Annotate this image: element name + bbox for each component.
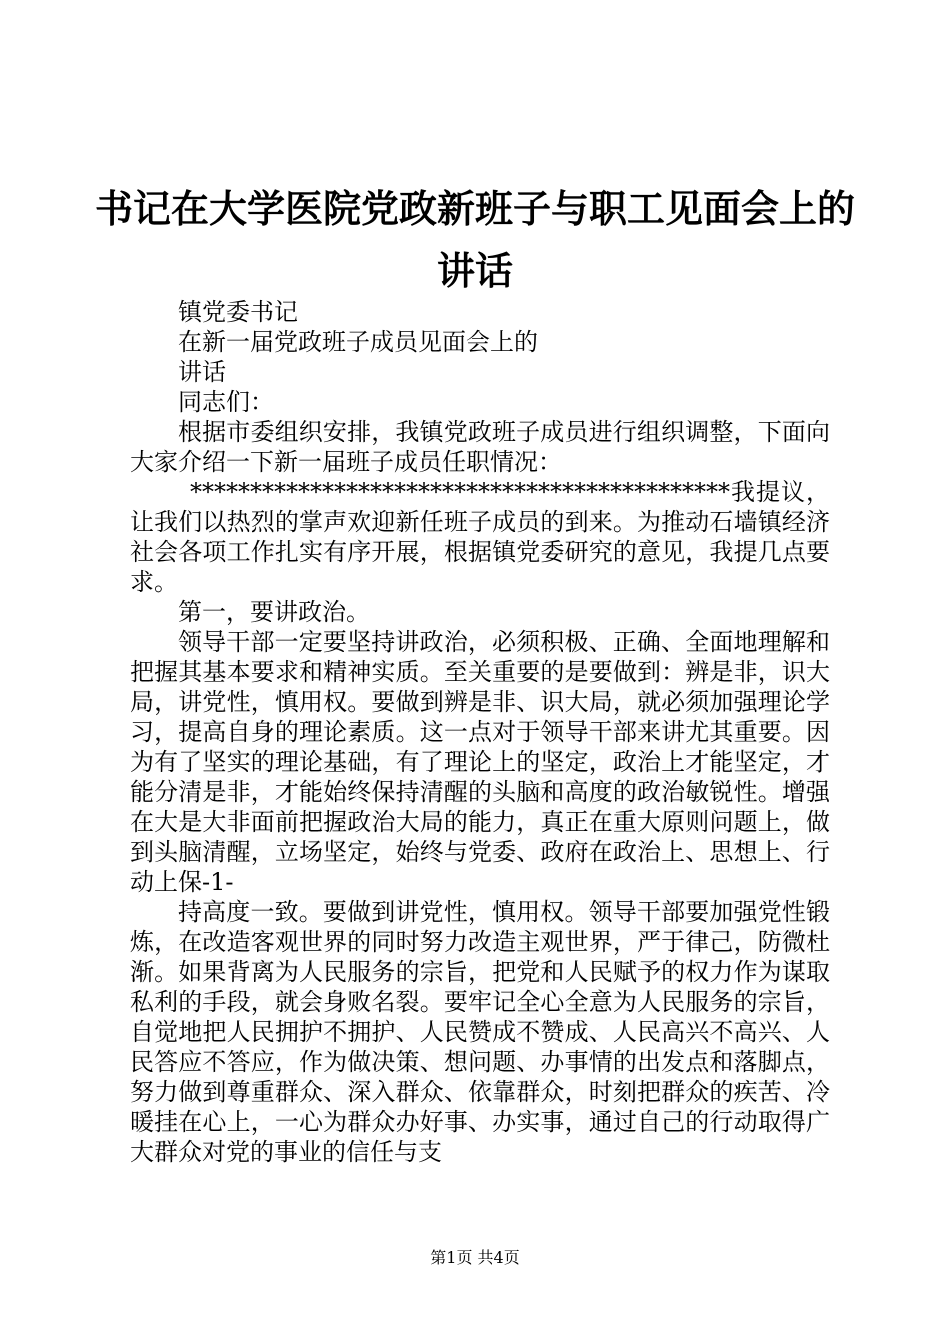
- page-footer: 第1页 共4页: [430, 1248, 520, 1267]
- document-title-line-2: 讲话: [436, 248, 513, 293]
- salutation: 同志们：: [178, 388, 274, 416]
- section-heading: 第一，要讲政治。: [178, 598, 370, 626]
- paragraph: 领导干部一定要坚持讲政治，必须积极、正确、全面地理解和把握其基本要求和精神实质。至关重要的是要做到：辨是非，识大局，讲党性，慎用权。要做到辨是非、识大局，就必须加强理论学习，提高自身的理论素质。这一点对于领导干部来讲尤其重要。因为有了坚实的理论基础，有了理论上的坚定，政治上才能坚定，才能分清是非，才能始终保持清醒的头脑和高度的政治敏锐性。增强在大是大非面前把握政治大局的能力，真正在重大原则问题上，做到头脑清醒，立场坚定，始终与党委、政府在政治上、思想上、行动上保-1-: [130, 628, 830, 896]
- occasion-line: 在新一届党政班子成员见面会上的: [178, 328, 538, 356]
- document-body: [130, 297, 830, 1167]
- document-title-line-1: 书记在大学医院党政新班子与职工见面会上的: [94, 186, 855, 231]
- paragraph: *********************************************我提议，让我们以热烈的掌声欢迎新任班子成员的到来。为推动石墙镇经济社会各项工作扎实有序开展，根据镇党委研究的意见，我提几点要求。: [130, 478, 830, 596]
- paragraph: 根据市委组织安排，我镇党政班子成员进行组织调整，下面向大家介绍一下新一届班子成员任职情况：: [130, 418, 830, 476]
- occasion-line-cont: 讲话: [178, 358, 226, 386]
- paragraph: 持高度一致。要做到讲党性，慎用权。领导干部要加强党性锻炼，在改造客观世界的同时努力改造主观世界，严于律己，防微杜渐。如果背离为人民服务的宗旨，把党和人民赋予的权力作为谋取私利的手段，就会身败名裂。要牢记全心全意为人民服务的宗旨，自觉地把人民拥护不拥护、人民赞成不赞成、人民高兴不高兴、人民答应不答应，作为做决策、想问题、办事情的出发点和落脚点，努力做到尊重群众、深入群众、依靠群众，时刻把群众的疾苦、冷暖挂在心上，一心为群众办好事、办实事，通过自己的行动取得广大群众对党的事业的信任与支: [130, 898, 830, 1166]
- speaker-line: 镇党委书记: [178, 298, 298, 326]
